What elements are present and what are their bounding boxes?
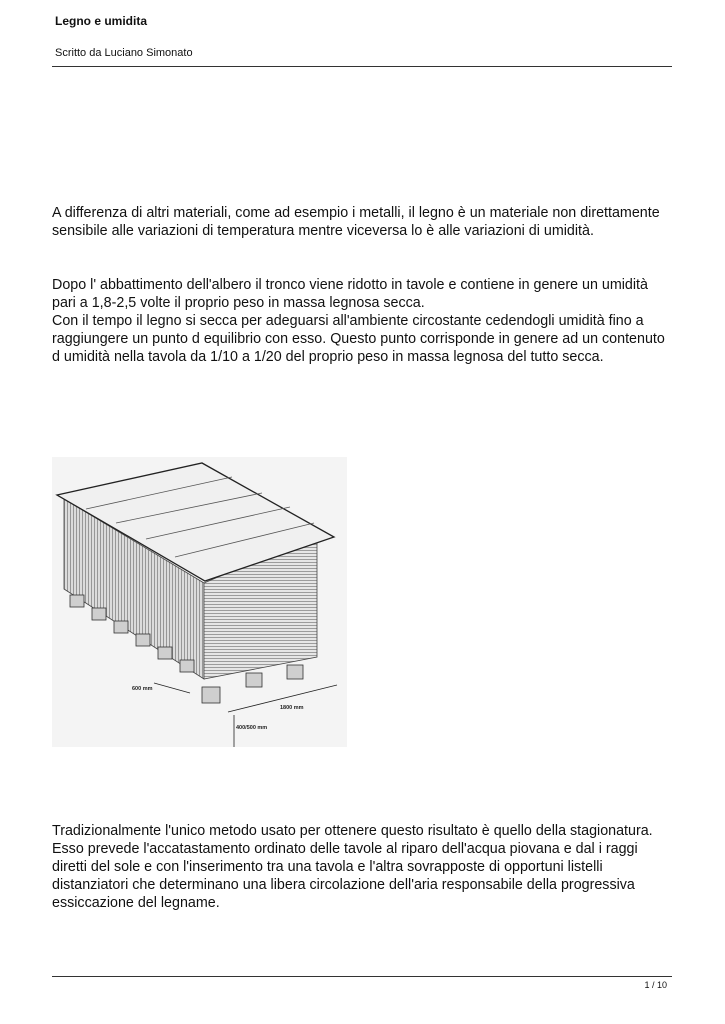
author-line: Scritto da Luciano Simonato (55, 47, 193, 59)
paragraph-moisture-content: Dopo l' abbattimento dell'albero il tronco viene ridotto in tavole e contiene in genere un umidità pari a 1,8-2,5 volte il proprio peso in massa legnosa secca. (52, 277, 648, 311)
dim-height-label: 400/500 mm (236, 725, 268, 731)
document-title: Legno e umidita (55, 14, 148, 28)
header-divider (52, 66, 672, 67)
footer-divider (52, 976, 672, 977)
paragraph-intro: A differenza di altri materiali, come ad esempio i metalli, il legno è un materiale non direttamente sensibile alle variazioni di temperatura mentre viceversa lo è alle variazioni di umidità. (52, 205, 660, 239)
paragraph-seasoning: Tradizionalmente l'unico metodo usato per ottenere questo risultato è quello della stagionatura. Esso prevede l'accatastamento ordinato delle tavole al riparo dell'acqua piovana e dal i raggi diretti del sole e con l'inserimento tra una tavola e l'altra sovrapposte di opportuni listelli distanziatori che determinano una libera circolazione dell'aria responsabile della progressiva essiccazione del legname. (52, 823, 653, 911)
dim-spacing-label: 600 mm (132, 686, 153, 692)
page-number: 1 / 10 (644, 980, 667, 990)
dim-length-label: 1800 mm (280, 705, 304, 711)
paragraph-equilibrium: Con il tempo il legno si secca per adeguarsi all'ambiente circostante cedendogli umidità fino a raggiungere un punto d equilibrio con esso. Questo punto corrisponde in genere ad un contenuto d umidità nella tavola da 1/10 a 1/20 del proprio peso in massa legnosa del tutto secca. (52, 313, 665, 365)
wood-stack-illustration (52, 457, 347, 747)
